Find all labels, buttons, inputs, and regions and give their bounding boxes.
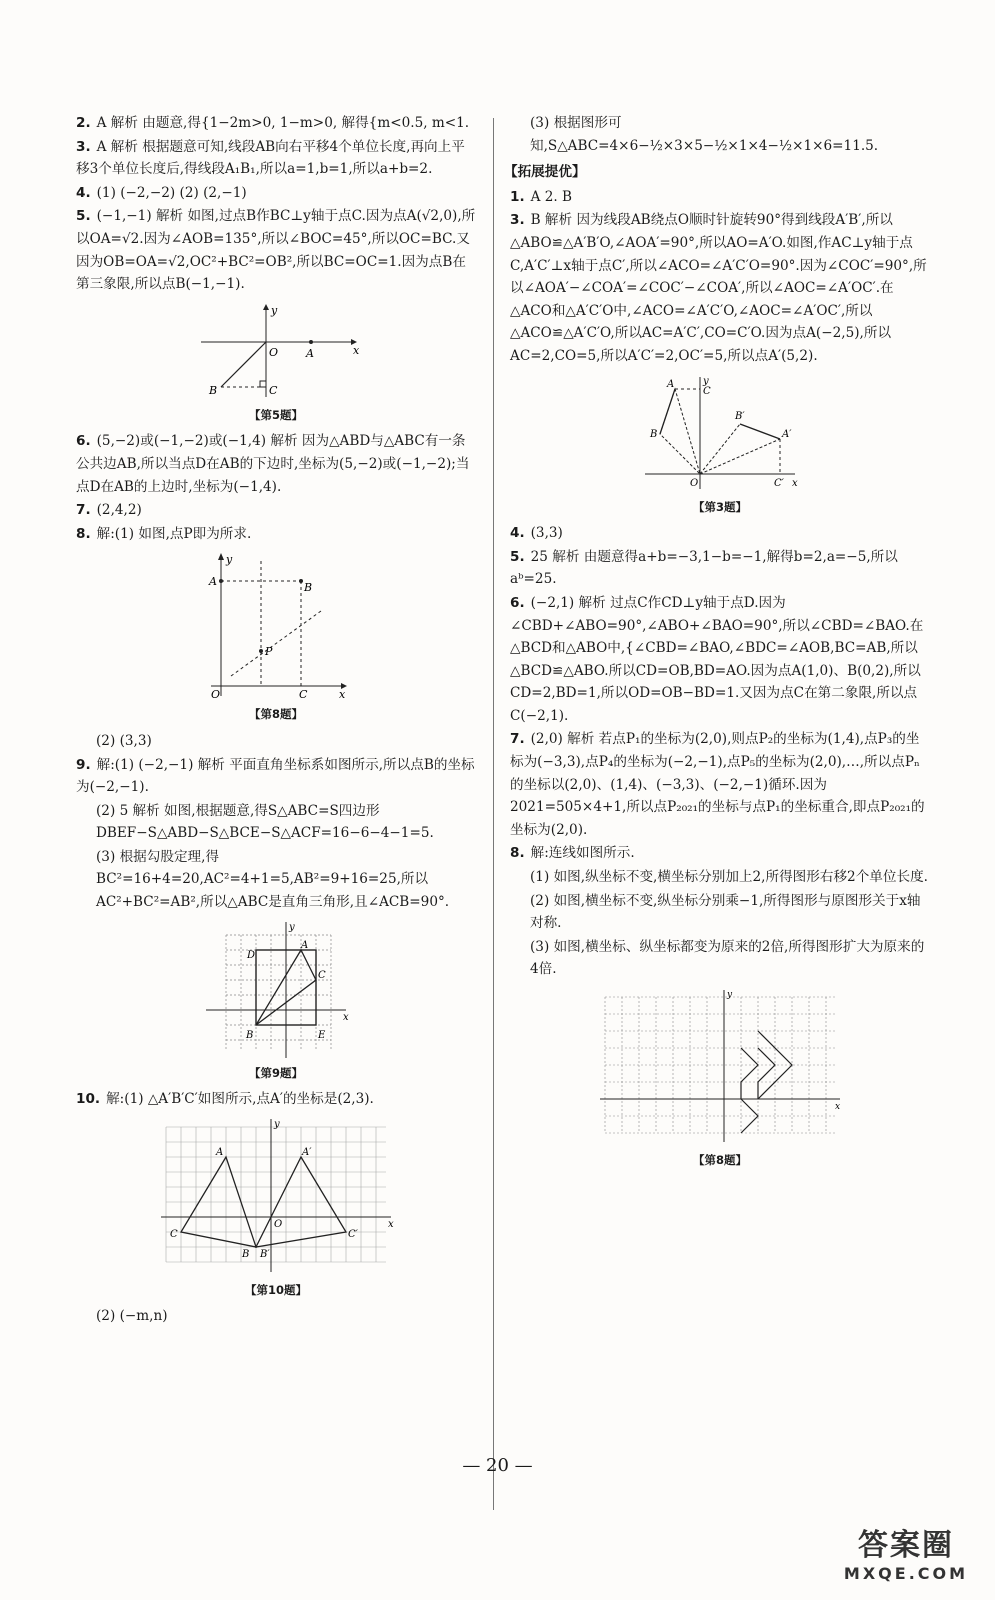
figure-8-right xyxy=(510,987,930,1172)
svg-text:y: y xyxy=(226,553,233,567)
svg-text:A′: A′ xyxy=(302,1146,312,1158)
answer-5: 5. (−1,−1) 解析 如图,过点B作BC⊥y轴于点C.因为点A(√2,0),所以OA=√2.因为∠AOB=135°,所以∠BOC=45°,所以OC=BC.又因为OB=OA=√2,OC²+BC²=OB²,所以BC=OC=1.因为点B在第三象限,所以点B(−1,−1). xyxy=(76,208,476,293)
ext-answer-6: 6. (−2,1) 解析 过点C作CD⊥y轴于点D.因为∠CBD+∠ABO=90°,∠ABO+∠BAO=90°,所以∠CBD=∠BAO.在△BCD和△ABO中,{∠CBD=∠BAO,∠BDC=∠AOB,BC=AB,所以△BCD≌△ABO.所以CD=OB,BD=AO.因为点A(1,0)、B(0,2),所以CD=2,BD=1,所以OD=OB−BD=1.又因为点C在第二象限,所以点C(−2,1). xyxy=(510,594,924,724)
svg-text:B′: B′ xyxy=(735,410,745,422)
svg-text:O: O xyxy=(211,688,221,702)
svg-text:O: O xyxy=(274,1218,283,1230)
svg-text:D: D xyxy=(247,949,256,961)
svg-text:A: A xyxy=(216,1146,224,1158)
answer-6: 6. (5,−2)或(−1,−2)或(−1,4) 解析 因为△ABD与△ABC有一条公共边AB,所以当点D在AB的下边时,坐标为(5,−2)或(−1,−2);当点D在AB的上边时,坐标为(−1,4). xyxy=(76,433,470,495)
svg-text:A′: A′ xyxy=(782,428,792,440)
right-column xyxy=(504,112,930,1176)
answer-4: 4. (1) (−2,−2) (2) (2,−1) xyxy=(76,184,247,201)
answer-9-part3: (3) 根据勾股定理,得BC²=16+4=20,AC²=4+1=5,AB²=9+16=25,所以AC²+BC²=AB²,所以△ABC是直角三角形,且∠ACB=90°. xyxy=(96,848,450,911)
figure-10 xyxy=(76,1117,476,1302)
figure-9-caption: 【第9题】 xyxy=(248,1065,303,1080)
figure-9-diagram xyxy=(201,920,351,1060)
svg-text:x: x xyxy=(792,477,798,489)
svg-text:A: A xyxy=(209,575,217,589)
answer-10: 10. 解:(1) △A′B′C′如图所示,点A′的坐标是(2,3). xyxy=(76,1091,374,1108)
svg-text:C: C xyxy=(299,688,308,702)
answer-8: 8. 解:(1) 如图,点P即为所求. xyxy=(76,525,252,542)
figure-3-caption: 【第3题】 xyxy=(692,499,747,514)
site-logo xyxy=(831,1520,981,1590)
svg-text:A: A xyxy=(306,346,314,360)
answer-9: 9. 解:(1) (−2,−1) 解析 平面直角坐标系如图所示,所以点B的坐标为(−2,−1). xyxy=(76,756,475,796)
svg-text:x: x xyxy=(388,1218,394,1230)
column-divider xyxy=(493,118,494,1510)
section-heading: 【拓展提优】 xyxy=(504,164,586,181)
left-column xyxy=(76,112,476,1329)
svg-text:y: y xyxy=(271,303,278,317)
figure-8-right-caption: 【第8题】 xyxy=(692,1153,747,1167)
figure-8-right-diagram xyxy=(595,987,845,1147)
figure-3-diagram xyxy=(640,374,800,494)
answer-2: 2. A 解析 由题意,得{1−2m>0, 1−m>0, 解得{m<0.5, m<1. xyxy=(76,115,470,131)
svg-text:y: y xyxy=(274,1118,280,1130)
figure-5-diagram xyxy=(191,302,361,402)
answer-3: 3. A 解析 根据题意可知,线段AB向右平移4个单位长度,再向上平移3个单位长度后,得线段A₁B₁,所以a=1,b=1,所以a+b=2. xyxy=(76,138,465,178)
svg-text:y: y xyxy=(727,990,733,1000)
figure-5-caption: 【第5题】 xyxy=(248,407,303,422)
svg-text:E: E xyxy=(318,1029,326,1041)
figure-10-diagram xyxy=(156,1117,396,1277)
svg-text:y: y xyxy=(289,921,295,933)
ext-answer-8-part3: (3) 如图,横坐标、纵坐标都变为原来的2倍,所得图形扩大为原来的4倍. xyxy=(530,938,925,978)
figure-10-caption: 【第10题】 xyxy=(244,1282,307,1297)
logo-text-bottom: MXQE.COM xyxy=(843,1564,969,1583)
svg-text:x: x xyxy=(343,1011,349,1023)
svg-text:O: O xyxy=(269,345,279,359)
answer-9-part2: (2) 5 解析 如图,根据题意,得S△ABC=S四边形DBEF−S△ABD−S△BCE−S△ACF=16−6−4−1=5. xyxy=(96,802,434,842)
ext-answer-7: 7. (2,0) 解析 若点P₁的坐标为(2,0),则点P₂的坐标为(1,4),点P₃的坐标为(−3,3),点P₄的坐标为(−2,−1),点P₅的坐标为(2,0),…,所以点Pₙ的坐标以(2,0)、(1,4)、(−3,3)、(−2,−1)循环.因为2021=505×4+1,所以点P₂₀₂₁的坐标与点P₁的坐标重合,即点P₂₀₂₁的坐标为(2,0). xyxy=(510,731,925,838)
ext-answer-8-part2: (2) 如图,横坐标不变,纵坐标分别乘−1,所得图形与原图形关于x轴对称. xyxy=(530,892,921,932)
svg-text:C: C xyxy=(269,383,278,397)
logo-text-top: 答案圈 xyxy=(858,1528,954,1563)
ext-answer-4: 4. (3,3) xyxy=(510,525,563,542)
figure-5 xyxy=(76,302,476,427)
figure-8 xyxy=(76,551,476,726)
svg-text:A: A xyxy=(667,378,675,390)
answer-8-part2: (2) (3,3) xyxy=(96,732,152,749)
svg-text:x: x xyxy=(339,688,346,702)
svg-text:O: O xyxy=(690,477,699,489)
svg-text:C: C xyxy=(170,1228,178,1240)
ext-answer-8: 8. 解:连线如图所示. xyxy=(510,845,635,862)
figure-8-diagram xyxy=(201,551,351,701)
svg-text:A: A xyxy=(301,939,309,951)
svg-text:B: B xyxy=(209,383,218,397)
svg-text:P: P xyxy=(265,645,273,659)
ext-answer-3: 3. B 解析 因为线段AB绕点O顺时针旋转90°得到线段A′B′,所以△ABO≌△A′B′O,∠AOA′=90°,所以AO=A′O.如图,作AC⊥y轴于点C,A′C′⊥x轴于点C′,所以∠ACO=∠A′C′O=90°.因为∠COC′=90°,所以∠AOA′−∠COA′=∠COC′−∠COA′,所以∠AOC=∠A′OC′.在△ACO和△A′C′O中,∠ACO=∠A′C′O,∠AOC=∠A′OC′,所以△ACO≌△A′C′O,所以AC=A′C′,CO=C′O.因为点A(−2,5),所以AC=2,CO=5,所以A′C′=2,OC′=5,所以点A′(5,2). xyxy=(510,212,927,364)
svg-text:B: B xyxy=(246,1029,254,1041)
svg-text:C′: C′ xyxy=(348,1228,358,1240)
svg-text:C: C xyxy=(703,385,711,397)
page-number: — 20 — xyxy=(462,1455,533,1476)
ext-answer-8-part1: (1) 如图,纵坐标不变,横坐标分别加上2,所得图形右移2个单位长度. xyxy=(530,869,929,886)
answer-7: 7. (2,4,2) xyxy=(76,502,142,519)
svg-text:C′: C′ xyxy=(774,477,784,489)
figure-8-caption: 【第8题】 xyxy=(248,707,303,722)
answer-3-part3: (3) 根据图形可知,S△ABC=4×6−½×3×5−½×1×4−½×1×6=11.5. xyxy=(530,115,879,154)
svg-text:x: x xyxy=(835,1102,841,1112)
svg-text:y: y xyxy=(703,375,709,387)
svg-text:B′: B′ xyxy=(260,1248,270,1260)
ext-answer-1: 1. A 2. B xyxy=(510,188,573,205)
svg-text:B: B xyxy=(650,428,658,440)
svg-text:B: B xyxy=(242,1248,250,1260)
svg-text:B: B xyxy=(304,581,313,595)
answer-10-part2: (2) (−m,n) xyxy=(96,1308,168,1325)
ext-answer-5: 5. 25 解析 由题意得a+b=−3,1−b=−1,解得b=2,a=−5,所以aᵇ=25. xyxy=(510,548,898,588)
svg-text:C: C xyxy=(318,969,326,981)
figure-9 xyxy=(76,920,476,1085)
figure-3 xyxy=(510,374,930,519)
svg-text:x: x xyxy=(353,343,360,357)
